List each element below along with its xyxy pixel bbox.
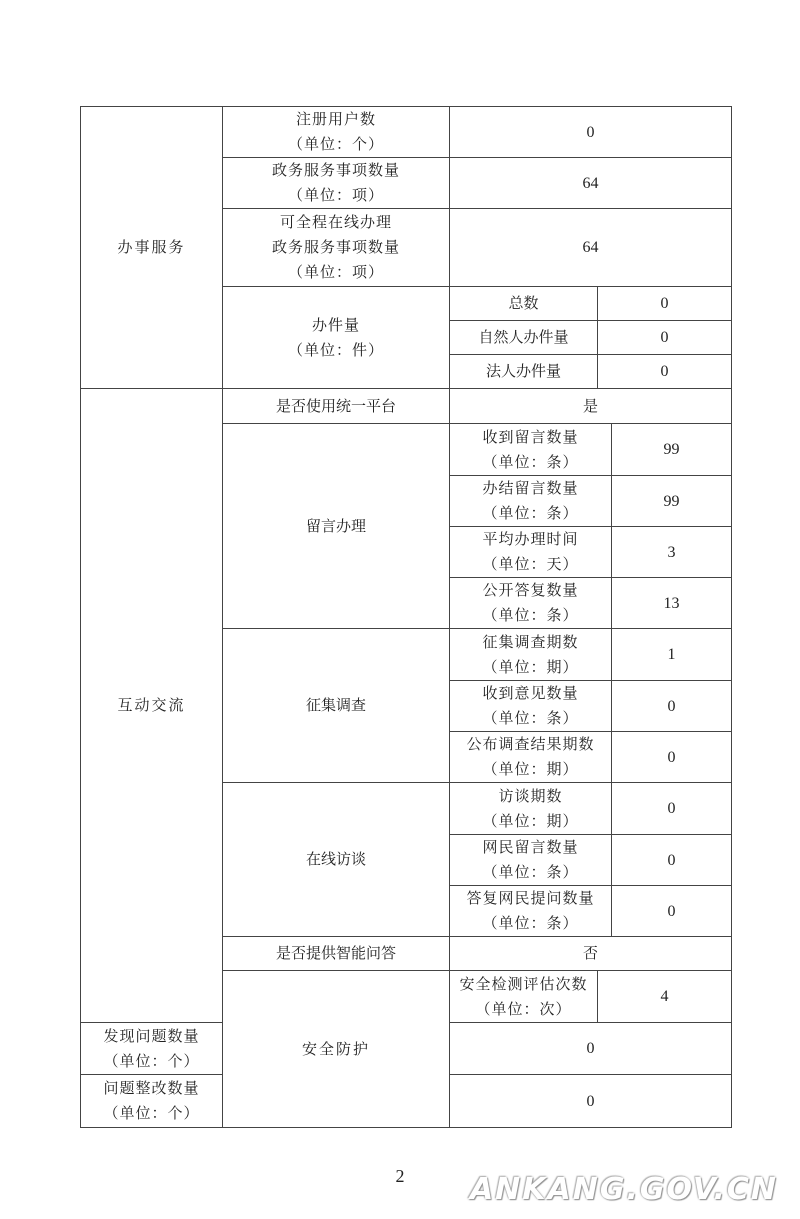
messages-public-label: 公开答复数量 （单位：条） bbox=[450, 578, 612, 629]
smart-qa-value: 否 bbox=[450, 937, 732, 971]
interview-replies-value: 0 bbox=[612, 886, 732, 937]
messages-closed-label: 办结留言数量 （单位：条） bbox=[450, 476, 612, 527]
section-interaction-title: 互动交流 bbox=[81, 389, 223, 1023]
gov-items-label: 政务服务事项数量 （单位：项） bbox=[223, 158, 450, 209]
interview-label: 在线访谈 bbox=[223, 783, 450, 937]
smart-qa-label: 是否提供智能问答 bbox=[223, 937, 450, 971]
survey-opinions-label: 收到意见数量 （单位：条） bbox=[450, 681, 612, 732]
unified-platform-value: 是 bbox=[450, 389, 732, 424]
gov-items-value: 64 bbox=[450, 158, 732, 209]
cases-legal-value: 0 bbox=[598, 355, 732, 389]
online-items-value: 64 bbox=[450, 209, 732, 287]
cases-person-label: 自然人办件量 bbox=[450, 321, 598, 355]
messages-avg-time-label: 平均办理时间 （单位：天） bbox=[450, 527, 612, 578]
interview-messages-value: 0 bbox=[612, 835, 732, 886]
messages-avg-time-value: 3 bbox=[612, 527, 732, 578]
messages-closed-value: 99 bbox=[612, 476, 732, 527]
survey-label: 征集调查 bbox=[223, 629, 450, 783]
security-fixes-label: 问题整改数量 （单位：个） bbox=[81, 1075, 223, 1128]
section-security-title: 安全防护 bbox=[223, 971, 450, 1128]
interview-periods-label: 访谈期数 （单位：期） bbox=[450, 783, 612, 835]
survey-results-value: 0 bbox=[612, 732, 732, 783]
survey-opinions-value: 0 bbox=[612, 681, 732, 732]
security-issues-label: 发现问题数量 （单位：个） bbox=[81, 1023, 223, 1075]
survey-periods-value: 1 bbox=[612, 629, 732, 681]
messages-received-label: 收到留言数量 （单位：条） bbox=[450, 424, 612, 476]
page-number: 2 bbox=[395, 1166, 405, 1186]
site-watermark: ANKANG.GOV.CN bbox=[469, 1172, 778, 1207]
interview-messages-label: 网民留言数量 （单位：条） bbox=[450, 835, 612, 886]
table-row bbox=[81, 107, 732, 158]
cases-label: 办件量 （单位：件） bbox=[223, 287, 450, 389]
messages-public-value: 13 bbox=[612, 578, 732, 629]
security-checks-value: 4 bbox=[598, 971, 732, 1023]
cases-total-label: 总数 bbox=[450, 287, 598, 321]
online-items-label: 可全程在线办理 政务服务事项数量 （单位：项） bbox=[223, 209, 450, 287]
security-fixes-value: 0 bbox=[450, 1075, 732, 1128]
statistics-table bbox=[80, 106, 732, 1128]
security-issues-value: 0 bbox=[450, 1023, 732, 1075]
reg-users-label: 注册用户数 （单位：个） bbox=[223, 107, 450, 158]
cases-legal-label: 法人办件量 bbox=[450, 355, 598, 389]
interview-periods-value: 0 bbox=[612, 783, 732, 835]
survey-periods-label: 征集调查期数 （单位：期） bbox=[450, 629, 612, 681]
messages-received-value: 99 bbox=[612, 424, 732, 476]
cases-person-value: 0 bbox=[598, 321, 732, 355]
section-service-title: 办事服务 bbox=[81, 107, 223, 389]
interview-replies-label: 答复网民提问数量 （单位：条） bbox=[450, 886, 612, 937]
security-checks-label: 安全检测评估次数 （单位：次） bbox=[450, 971, 598, 1023]
reg-users-value: 0 bbox=[450, 107, 732, 158]
survey-results-label: 公布调查结果期数 （单位：期） bbox=[450, 732, 612, 783]
unified-platform-label: 是否使用统一平台 bbox=[223, 389, 450, 424]
cases-total-value: 0 bbox=[598, 287, 732, 321]
table-row bbox=[81, 389, 732, 424]
messages-label: 留言办理 bbox=[223, 424, 450, 629]
